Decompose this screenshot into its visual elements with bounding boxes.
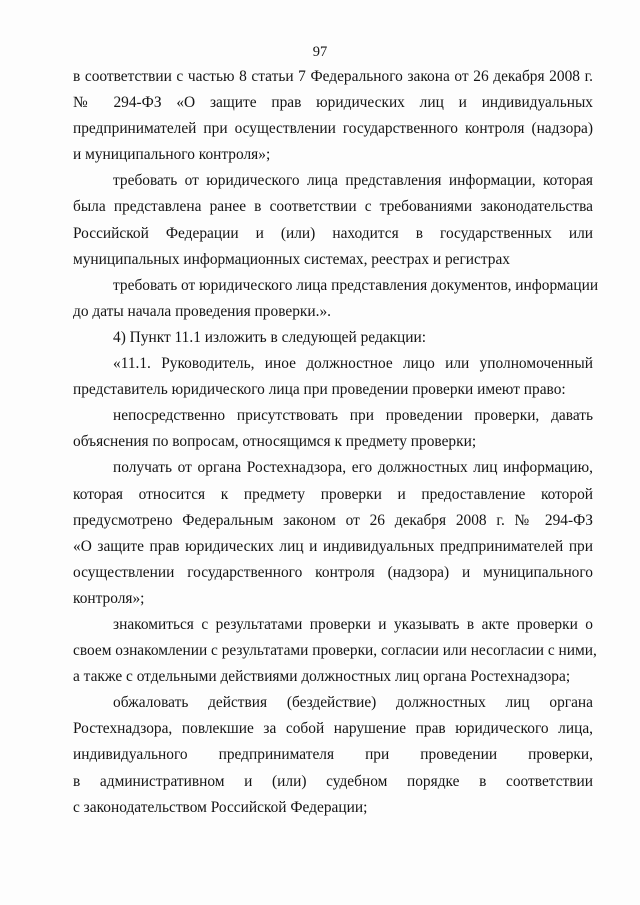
text-line: с законодательством Российской Федерации;	[73, 798, 368, 816]
text-line: предпринимателей при осуществлении государственного контроля (надзора)	[73, 120, 593, 138]
text-line: которая относится к предмету проверки и предоставление которой	[73, 485, 593, 503]
page-number: 97	[312, 44, 328, 60]
text-line: требовать от юридического лица представления документов, информации	[113, 276, 599, 294]
text-line: «О защите прав юридических лиц и индивидуальных предпринимателей при	[73, 537, 593, 555]
text-line: и муниципального контроля»;	[73, 146, 271, 164]
text-line: своем ознакомлении с результатами проверки, согласии или несогласии с ними,	[73, 642, 597, 660]
text-line: представитель юридического лица при проведении проверки имеют право:	[73, 381, 566, 399]
text-line: «11.1. Руководитель, иное должностное лицо или уполномоченный	[113, 355, 593, 373]
text-line: до даты начала проведения проверки.».	[73, 302, 331, 320]
text-line: была представлена ранее в соответствии с требованиями законодательства	[73, 198, 593, 216]
text-line: непосредственно присутствовать при проведении проверки, давать	[113, 407, 593, 425]
text-line: муниципальных информационных системах, реестрах и регистрах	[73, 250, 510, 268]
text-line: предусмотрено Федеральным законом от 26 декабря 2008 г. № 294-ФЗ	[73, 511, 593, 529]
text-line: а также с отдельными действиями должностных лиц органа Ростехнадзора;	[73, 668, 571, 686]
text-line: контроля»;	[73, 589, 145, 607]
text-line: осуществлении государственного контроля (надзора) и муниципального	[73, 563, 593, 581]
text-line: объяснения по вопросам, относящимся к предмету проверки;	[73, 433, 477, 451]
text-line: Ростехнадзора, повлекшие за собой нарушение прав юридического лица,	[73, 720, 593, 738]
text-line: Российской Федерации и (или) находится в государственных или	[73, 224, 593, 242]
text-line: обжаловать действия (бездействие) должностных лиц органа	[113, 694, 593, 712]
text-line: в административном и (или) судебном порядке в соответствии	[73, 772, 593, 790]
text-line: индивидуального предпринимателя при проведении проверки,	[73, 746, 593, 764]
text-line: 4) Пункт 11.1 изложить в следующей редакции:	[113, 328, 427, 346]
text-line: в соответствии с частью 8 статьи 7 Федерального закона от 26 декабря 2008 г.	[73, 68, 593, 85]
document-body	[73, 64, 599, 821]
text-line: № 294-ФЗ «О защите прав юридических лиц и индивидуальных	[73, 94, 593, 112]
text-line: требовать от юридического лица представления информации, которая	[113, 172, 593, 190]
text-line: знакомиться с результатами проверки и указывать в акте проверки о	[113, 615, 593, 633]
text-line: получать от органа Ростехнадзора, его должностных лиц информацию,	[113, 459, 593, 477]
